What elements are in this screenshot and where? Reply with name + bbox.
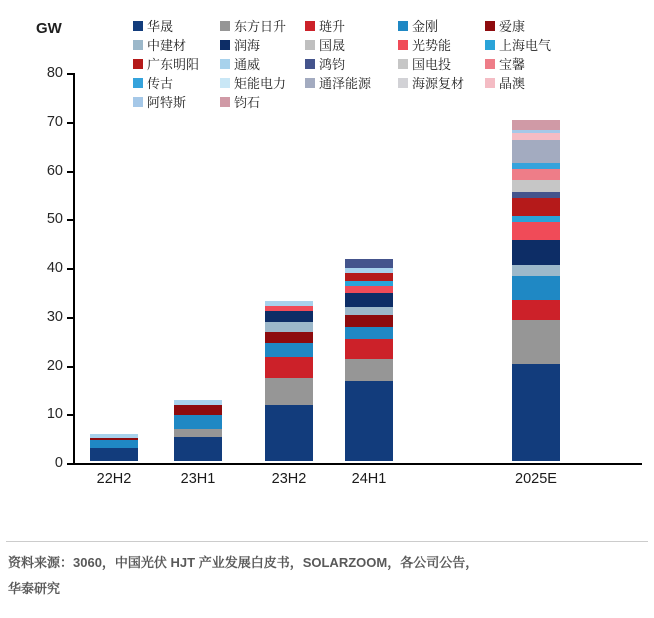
bar-segment-华晟 (174, 437, 222, 461)
bar-segment-通威 (174, 400, 222, 405)
bar-segment-爱康 (90, 438, 138, 440)
legend-item-光势能 (398, 35, 485, 54)
legend-item-润海 (220, 35, 305, 54)
bar-segment-爱康 (174, 405, 222, 415)
legend-label: 中建材 (147, 38, 187, 53)
bar-segment-通威 (345, 268, 393, 273)
y-axis-tick (67, 268, 73, 270)
stacked-bar-23H2 (265, 71, 313, 461)
y-axis-tick-label: 10 (46, 406, 63, 423)
stacked-bar-22H2 (90, 71, 138, 461)
bar-segment-阿特斯 (512, 130, 560, 133)
bar-segment-润海 (512, 240, 560, 265)
legend-swatch-icon (398, 59, 408, 69)
y-axis-tick-label: 50 (46, 211, 63, 228)
legend-label: 宝馨 (499, 57, 526, 72)
legend-label: 光势能 (412, 38, 452, 53)
legend-label: 国晟 (319, 38, 346, 53)
legend-swatch-icon (485, 21, 495, 31)
legend-swatch-icon (485, 40, 495, 50)
bar-segment-爱康 (345, 315, 393, 327)
bar-segment-钧石 (512, 120, 560, 130)
legend-swatch-icon (220, 21, 230, 31)
legend-item-东方日升 (220, 16, 305, 35)
bar-segment-晶澳 (512, 133, 560, 140)
legend-label: 国电投 (412, 57, 452, 72)
y-axis-tick (67, 219, 73, 221)
bar-segment-上海电气 (345, 281, 393, 286)
bar-segment-鸿钧 (512, 192, 560, 198)
y-axis-tick-label: 30 (46, 308, 63, 325)
legend-item-国晟 (305, 35, 398, 54)
legend-label: 钧石 (234, 95, 261, 110)
legend-item-爱康 (485, 16, 577, 35)
x-category-label-23H1: 23H1 (180, 471, 216, 487)
bar-segment-通威 (265, 301, 313, 306)
y-axis-tick (67, 366, 73, 368)
legend-label: 润海 (234, 38, 261, 53)
y-axis-tick (67, 171, 73, 173)
legend-swatch-icon (220, 40, 230, 50)
source-note-line2: 华泰研究 (8, 581, 61, 596)
legend-swatch-icon (305, 21, 315, 31)
legend-label: 华晟 (147, 19, 174, 34)
bar-segment-琏升 (265, 357, 313, 378)
bar-segment-金刚 (265, 343, 313, 357)
legend-swatch-icon (398, 21, 408, 31)
bar-segment-广东明阳 (345, 273, 393, 280)
bar-segment-宝馨 (512, 169, 560, 179)
legend-item-华晟 (133, 16, 220, 35)
y-axis-tick (67, 122, 73, 124)
x-axis-line (73, 463, 642, 465)
legend-label: 爱康 (499, 19, 526, 34)
bar-segment-润海 (345, 293, 393, 308)
bar-segment-中建材 (265, 322, 313, 332)
legend-swatch-icon (220, 59, 230, 69)
legend-label: 传古 (147, 76, 174, 91)
bar-segment-润海 (265, 311, 313, 321)
bar-segment-光势能 (512, 222, 560, 240)
legend-swatch-icon (133, 40, 143, 50)
legend-item-琏升 (305, 16, 398, 35)
bar-segment-华晟 (265, 405, 313, 461)
legend-item-上海电气 (485, 35, 577, 54)
y-axis-tick-label: 80 (46, 65, 63, 81)
bar-segment-琏升 (345, 339, 393, 359)
legend-label: 阿特斯 (147, 95, 187, 110)
y-axis-line (73, 73, 75, 465)
legend-label: 上海电气 (499, 38, 552, 53)
legend-swatch-icon (305, 59, 315, 69)
footer-divider (6, 541, 648, 542)
bar-segment-鸿钧 (345, 259, 393, 269)
legend-label: 通威 (234, 57, 261, 72)
y-axis-tick-label: 0 (54, 455, 63, 471)
bar-segment-传古 (512, 163, 560, 170)
y-axis-tick (67, 317, 73, 319)
legend-label: 晶澳 (499, 76, 526, 91)
legend-swatch-icon (398, 40, 408, 50)
legend-label: 金刚 (412, 19, 439, 34)
bar-segment-东方日升 (512, 320, 560, 364)
legend-label: 鸿钧 (319, 57, 346, 72)
bar-segment-华晟 (512, 364, 560, 462)
legend-swatch-icon (133, 21, 143, 31)
legend-label: 琏升 (319, 19, 346, 34)
bar-segment-东方日升 (265, 378, 313, 405)
legend-label: 通泽能源 (319, 76, 372, 91)
stacked-bar-23H1 (174, 71, 222, 461)
bar-segment-华晟 (90, 448, 138, 461)
bar-segment-光势能 (345, 286, 393, 293)
bar-segment-东方日升 (174, 429, 222, 436)
y-axis-tick-label: 40 (46, 260, 63, 276)
legend-label: 矩能电力 (234, 76, 287, 91)
source-note (8, 550, 618, 602)
y-axis-tick (67, 414, 73, 416)
legend-label: 广东明阳 (147, 57, 200, 72)
bar-segment-金刚 (345, 327, 393, 339)
legend-label: 海源复材 (412, 76, 465, 91)
y-axis-tick (67, 463, 73, 465)
bar-segment-光势能 (265, 306, 313, 312)
bar-segment-琏升 (512, 300, 560, 320)
x-category-label-2025E: 2025E (515, 471, 557, 487)
bar-segment-东方日升 (345, 359, 393, 381)
bar-segment-通泽能源 (512, 140, 560, 163)
bar-segment-华晟 (345, 381, 393, 461)
bar-segment-广东明阳 (512, 198, 560, 216)
stacked-bar-2025E (512, 71, 560, 461)
x-category-label-23H2: 23H2 (271, 471, 307, 487)
bar-segment-金刚 (512, 276, 560, 300)
x-category-label-22H2: 22H2 (96, 471, 132, 487)
y-axis-tick-label: 20 (46, 357, 63, 374)
legend-item-金刚 (398, 16, 485, 35)
legend-label: 东方日升 (234, 19, 287, 34)
bar-segment-上海电气 (512, 216, 560, 222)
x-category-label-24H1: 24H1 (351, 471, 387, 487)
legend-swatch-icon (305, 40, 315, 50)
y-axis-tick-label: 60 (46, 162, 63, 179)
y-axis-unit-label: GW (36, 20, 62, 37)
stacked-bar-24H1 (345, 71, 393, 461)
bar-segment-金刚 (90, 440, 138, 448)
bar-segment-爱康 (265, 332, 313, 343)
legend-item-国电投 (398, 54, 485, 73)
legend-item-中建材 (133, 35, 220, 54)
bar-segment-通威 (90, 434, 138, 438)
bar-segment-国电投 (512, 180, 560, 192)
legend-swatch-icon (485, 59, 495, 69)
source-note-line1: 资料来源：3060，中国光伏 HJT 产业发展白皮书，SOLARZOOM，各公司公告， (8, 555, 479, 570)
y-axis-tick (67, 73, 73, 75)
stacked-bar-plot (46, 65, 642, 487)
y-axis-tick-label: 70 (46, 113, 63, 130)
legend-swatch-icon (133, 59, 143, 69)
bar-segment-中建材 (512, 265, 560, 276)
bar-segment-金刚 (174, 415, 222, 430)
bar-segment-中建材 (345, 307, 393, 314)
